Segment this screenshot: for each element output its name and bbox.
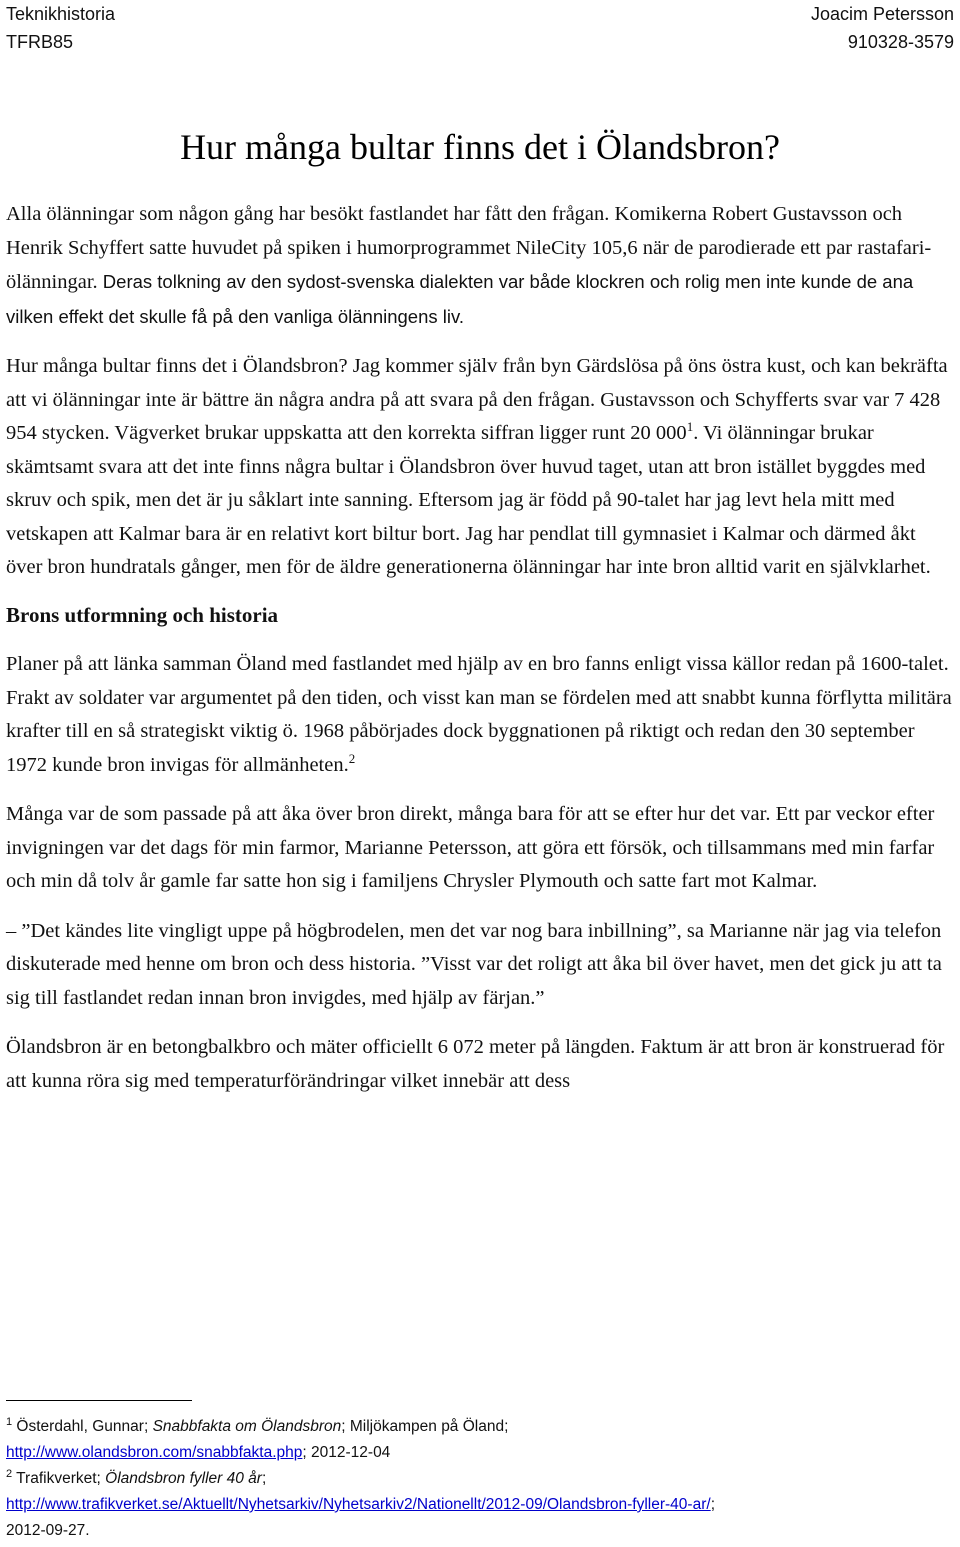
document-body <box>6 198 956 1114</box>
footnote-2-line3 <box>6 1518 956 1544</box>
header-course: Teknikhistoria <box>6 4 116 24</box>
paragraph-quote: – ”Det kändes lite vingligt uppe på högbrodelen, men det var nog bara inbillning”, sa Marianne när jag via telefon diskuterade med henne om bron och dess historia. ”Visst var det roligt att åka bil över havet, men det gick ju att ta sig till fastlandet redan innan bron invigdes, med hjälp av färjan.” <box>6 919 942 1009</box>
header-course-code: TFRB85 <box>6 32 74 52</box>
paragraph-history <box>6 648 956 782</box>
footnote-1-date: ; 2012-12-04 <box>302 1444 391 1461</box>
footnote-2-sep2: ; <box>710 1496 715 1513</box>
footnote-1-author: Österdahl, Gunnar; <box>12 1418 153 1435</box>
footnote-separator <box>6 1400 192 1401</box>
footnote-2-sep: ; <box>261 1470 267 1487</box>
footnote-2-work: Ölandsbron fyller 40 år <box>105 1470 262 1487</box>
header-left <box>6 0 115 56</box>
paragraph-construction: Ölandsbron är en betongbalkbro och mäter officiellt 6 072 meter på längden. Faktum är att bron är konstruerad för att kunna röra sig med temperaturförändringar vilket innebär att dess <box>6 1036 945 1092</box>
footnote-ref-2[interactable]: 2 <box>348 750 356 766</box>
paragraph-history-text: Planer på att länka samman Öland med fastlandet med hjälp av en bro fanns enligt vissa källor redan på 1600-talet. Frakt av soldater var argumentet på den tiden, och visst kan man se fördelen med att snabbt kunna förflytta militära krafter till en så strategiskt viktig ö. 1968 påbörjades dock byggnationen på riktigt och redan den 30 september 1972 kunde bron invigas för allmänheten. <box>6 653 952 776</box>
paragraph-bolts-question: Hur många bultar finns det i Ölandsbron? <box>6 355 348 377</box>
footnote-2-author: Trafikverket; <box>12 1470 106 1487</box>
footnote-ref-1[interactable]: 1 <box>686 419 694 435</box>
header-right <box>811 0 954 56</box>
footnote-2-number: 2 <box>6 1467 13 1480</box>
paragraph-intro <box>6 198 956 334</box>
footnote-1-publisher: ; Miljökampen på Öland; <box>341 1418 509 1435</box>
paragraph-first-trip: Många var de som passade på att åka över bron direkt, många bara för att se efter hur det var. Ett par veckor efter invigningen var det dags för min farmor, Marianne Petersson, att göra ett försök, och tillsammans med min farfar och min då tolv år gamle far satte hon sig i familjens Chrysler Plymouth och satte fart mot Kalmar. <box>6 803 935 892</box>
page-title: Hur många bultar finns det i Ölandsbron? <box>180 127 780 167</box>
paragraph-intro-serif: Alla ölänningar som någon gång har besökt fastlandet har fått den frågan. Komikerna Robert Gustavsson och Henrik Schyffert satte huvudet på spiken i humorprogrammet NileCity 105,6 när de parodierade ett par rastafari-ölänningar. <box>6 203 932 293</box>
footnotes <box>6 1414 956 1544</box>
paragraph-bolts-text: Jag kommer själv från byn Gärdslösa på öns östra kust, och kan bekräfta att vi ölänningar inte är bättre än några andra på att svara på den frågan. Gustavsson och Schyfferts svar var 7 428 954 stycken. Vägverket brukar uppskatta att den korrekta siffran ligger runt 20 000 <box>6 355 948 444</box>
footnote-1-number: 1 <box>6 1415 13 1428</box>
footnote-2-line2 <box>6 1492 956 1518</box>
footnote-1 <box>6 1414 956 1440</box>
paragraph-intro-sans: Deras tolkning av den sydost-svenska dialekten var både klockren och rolig men inte kunde de ana vilken effekt det skulle få på den vanliga ölänningens liv. <box>6 271 914 327</box>
paragraph-bolts-text-cont: . Vi ölänningar brukar skämtsamt svara att det inte finns några bultar i Ölandsbron över huvud taget, utan att bron istället byggdes med skruv och spik, men det är ju såklart inte sanning. Eftersom jag är född på 90-talet har jag levt hela mitt med vetskapen att Kalmar bara är en relativt kort biltur bort. Jag har pendlat till gymnasiet i Kalmar och därmed åkt över bron hundratals gånger, men för de äldre generationerna ölänningar har inte bron alltid varit en självklarhet. <box>6 422 931 578</box>
footnote-2 <box>6 1466 956 1492</box>
section-heading: Brons utformning och historia <box>6 602 279 627</box>
footnote-1-line2 <box>6 1440 956 1466</box>
header-author: Joacim Petersson <box>810 4 954 24</box>
footnote-2-date: 2012-09-27. <box>6 1522 90 1539</box>
header-id: 910328-3579 <box>847 32 954 52</box>
footnote-1-work: Snabbfakta om Ölandsbron <box>152 1418 342 1435</box>
paragraph-bolts <box>6 350 956 585</box>
footnote-2-link[interactable]: http://www.trafikverket.se/Aktuellt/Nyhetsarkiv/Nyhetsarkiv2/Nationellt/2012-09/Olandsbron-fyller-40-ar/ <box>6 1496 711 1513</box>
footnote-1-link[interactable]: http://www.olandsbron.com/snabbfakta.php <box>6 1444 303 1461</box>
